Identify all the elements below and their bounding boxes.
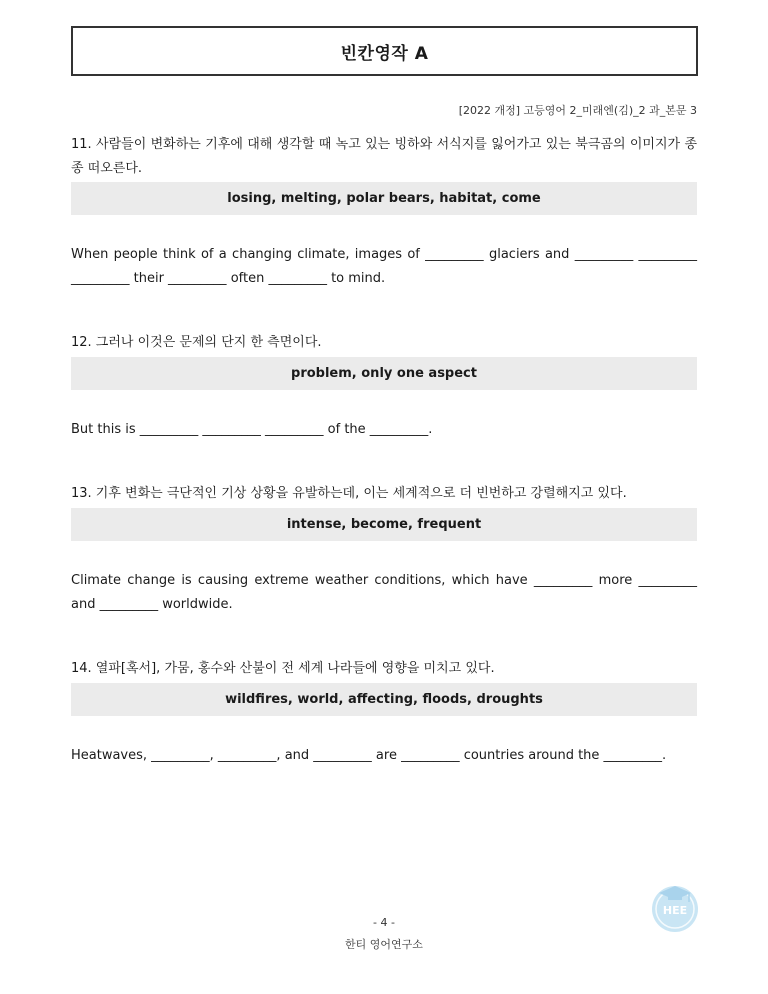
hee-logo-icon bbox=[648, 880, 702, 934]
source-label: [2022 개정] 고등영어 2_미래엔(김)_2 과_본문 3 bbox=[458, 104, 697, 117]
question-12-hint: problem, only one aspect bbox=[71, 357, 697, 390]
title-box bbox=[71, 26, 698, 76]
question-korean-text: 11. 사람들이 변화하는 기후에 대해 생각할 때 녹고 있는 빙하와 서식지를 잃어가고 있는 북극곰의 이미지가 종종 떠오른다. bbox=[71, 137, 697, 176]
question-13-korean bbox=[71, 482, 697, 506]
question-13-hint: intense, become, frequent bbox=[71, 508, 697, 541]
question-14-korean bbox=[71, 657, 697, 681]
question-14-hint: wildfires, world, affecting, floods, droughts bbox=[71, 683, 697, 716]
logo-text: HEE bbox=[662, 904, 688, 917]
question-12-english: But this is _________ _________ _________ of the _________. bbox=[71, 422, 433, 437]
question-14-english: Heatwaves, _________, _________, and _________ are _________ countries around the _________. bbox=[71, 748, 667, 763]
question-11-korean bbox=[71, 133, 697, 181]
organization-name: 한티 영어연구소 bbox=[345, 938, 423, 951]
question-12-korean bbox=[71, 331, 697, 355]
question-korean-text: 14. 열파[혹서], 가뭄, 홍수와 산불이 전 세계 나라들에 영향을 미치고 있다. bbox=[71, 661, 495, 676]
question-korean-text: 12. 그러나 이것은 문제의 단지 한 측면이다. bbox=[71, 335, 322, 350]
page-title: 빈칸영작 A bbox=[340, 43, 429, 64]
page-number: - 4 - bbox=[373, 916, 395, 929]
question-11-english: When people think of a changing climate, images of _________ glaciers and _________ _________ _________ their _________ often _________ to mind. bbox=[71, 247, 697, 286]
question-korean-text: 13. 기후 변화는 극단적인 기상 상황을 유발하는데, 이는 세계적으로 더 빈번하고 강렬해지고 있다. bbox=[71, 486, 627, 501]
question-11-hint: losing, melting, polar bears, habitat, come bbox=[71, 182, 697, 215]
question-13-english: Climate change is causing extreme weather conditions, which have _________ more _________ and _________ worldwide. bbox=[71, 573, 697, 612]
